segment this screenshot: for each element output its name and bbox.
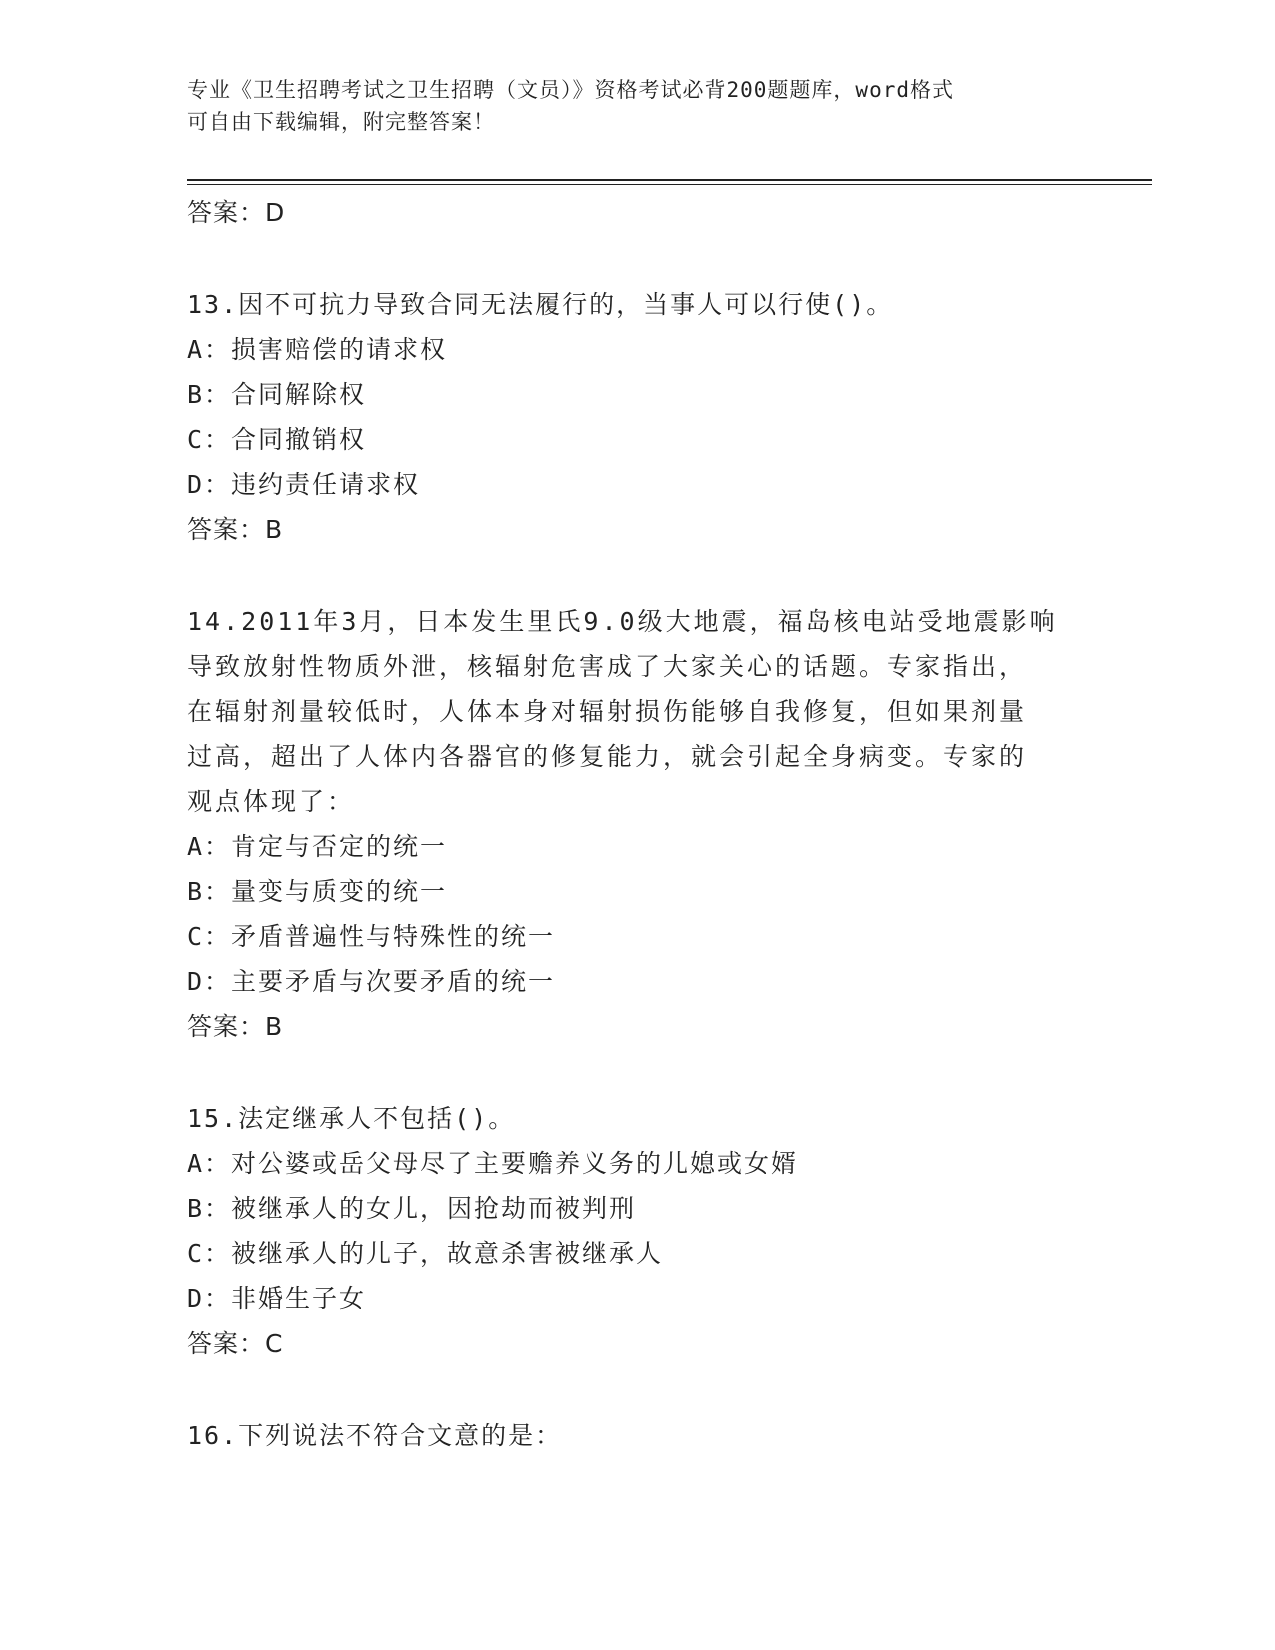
question-15-answer: 答案：C [187,1329,284,1358]
question-14-text [187,599,1107,824]
question-15-option-b: B：被继承人的女儿，因抢劫而被判刑 [187,1194,637,1223]
spacer [187,1049,1107,1096]
question-14-text-line: 观点体现了： [187,787,356,816]
question-14-text-line: 在辐射剂量较低时，人体本身对辐射损伤能够自我修复，但如果剂量 [187,697,1028,726]
question-13-option-a: A：损害赔偿的请求权 [187,335,448,364]
spacer [187,235,1107,282]
question-16-text: 16.下列说法不符合文意的是： [187,1421,563,1450]
header-divider-thin [187,184,1152,185]
answer-12: 答案：D [187,198,286,227]
spacer [187,552,1107,599]
question-14-text-line: 14.2011年3月，日本发生里氏9.0级大地震，福岛核电站受地震影响 [187,607,1058,636]
header-divider-thick [187,179,1152,181]
question-15-text: 15.法定继承人不包括()。 [187,1104,516,1133]
question-13-option-c: C：合同撤销权 [187,425,367,454]
question-15-option-a: A：对公婆或岳父母尽了主要赡养义务的儿媳或女婿 [187,1149,799,1178]
question-14-option-c: C：矛盾普遍性与特殊性的统一 [187,922,556,951]
question-14-answer: 答案：B [187,1012,284,1041]
header-line-1: 专业《卫生招聘考试之卫生招聘（文员）》资格考试必背200题题库，word格式 [187,78,954,102]
question-13-option-d: D：违约责任请求权 [187,470,421,499]
page-header [187,74,1087,138]
question-14-option-d: D：主要矛盾与次要矛盾的统一 [187,967,556,996]
question-15 [187,1096,1107,1366]
question-14-text-line: 过高，超出了人体内各器官的修复能力，就会引起全身病变。专家的 [187,742,1028,771]
question-13-answer: 答案：B [187,515,284,544]
question-14-option-b: B：量变与质变的统一 [187,877,448,906]
question-13 [187,282,1107,552]
header-line-2: 可自由下载编辑，附完整答案！ [187,110,495,134]
question-16 [187,1413,1107,1458]
question-13-text: 13.因不可抗力导致合同无法履行的，当事人可以行使()。 [187,290,894,319]
question-14 [187,599,1107,1049]
spacer [187,1366,1107,1413]
question-14-text-line: 导致放射性物质外泄，核辐射危害成了大家关心的话题。专家指出， [187,652,1028,681]
question-list [187,190,1107,1458]
question-15-option-c: C：被继承人的儿子，故意杀害被继承人 [187,1239,664,1268]
question-15-option-d: D：非婚生子女 [187,1284,367,1313]
question-14-option-a: A：肯定与否定的统一 [187,832,448,861]
question-13-option-b: B：合同解除权 [187,380,367,409]
